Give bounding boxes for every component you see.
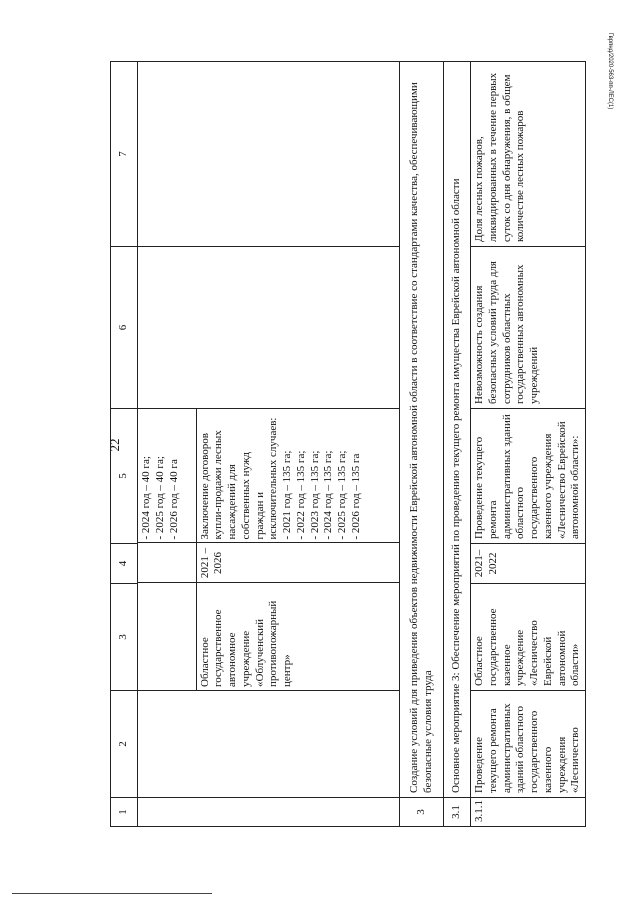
section-3-number: 3 [400,798,444,827]
carry-sub-col5 [196,408,399,543]
table-stage [110,62,584,827]
area-line: - 2022 год – 135 га; [294,450,307,540]
carry-sub-row [196,408,399,690]
carry-sub-col3: Областное государственное автономное учреждение «Облученский противопожарный центр» [198,600,293,687]
carry-col2 [138,691,400,798]
area-line: - 2023 год – 135 га; [308,450,321,540]
header-col6: 6 [111,247,138,409]
section-3-row [400,62,444,827]
header-col2: 2 [111,691,138,798]
header-col3: 3 [111,584,138,691]
measure-3-1-row [444,62,471,827]
carry-col7 [138,62,400,247]
area-line: - 2021 год – 135 га; [281,450,293,540]
header-row [111,62,138,827]
header-col5: 5 [111,409,138,544]
row-3-1-1-col2: Проведение текущего ремонта административных зданий областного государственного казенного учреждения «Лесничество [471,691,586,798]
footer-code [598,20,622,140]
area-line: - 2026 год – 135 га [349,453,362,540]
measure-3-1-number: 3.1 [444,798,471,827]
row-3-1-1-col7: Доля лесных пожаров, ликвидированных в течение первых суток со дня обнаружения, в общем количестве лесных пожаров [471,62,586,247]
carry-row [138,62,400,827]
contract-text: Заключение договоров купли-продажи лесных насаждений для собственных нужд граждан и исключительных случаев: [198,417,280,540]
area-line: - 2024 год – 135 га; [322,450,335,540]
header-col7: 7 [111,62,138,247]
header-col1: 1 [111,798,138,827]
carry-top-col4 [138,543,196,583]
measures-table [110,61,586,827]
row-3-1-1-col5: Проведение текущего ремонта административных зданий областного государственного казенного учреждения «Лесничество Еврейской автономной области»: [471,409,586,544]
area-line: - 2025 год – 40 га; [153,456,166,540]
row-3-1-1-col3: Областное государственное казенное учреждение «Лесничество Еврейской автономной области» [471,584,586,691]
rotated-table [110,62,584,827]
carry-top-col3 [138,583,196,690]
area-line: - 2024 год – 40 га; [140,456,152,540]
row-3-1-1-col6: Невозможность создания безопасных условий труда для сотрудников областных государственных автономных учреждений [471,247,586,409]
carry-nested-table [138,408,399,690]
carry-top-subrow [138,408,196,690]
row-3-1-1 [471,62,586,827]
footer-code-text: Гврпнд/2020-563-пп-ЛЕС(1) [607,32,613,110]
header-col4: 4 [111,544,138,584]
area-line: - 2026 год – 40 га [167,459,180,540]
measure-3-1-text: Основное мероприятие 3: Обеспечение мероприятий по проведению текущего ремонта имущества Еврейской автономной области [444,62,471,798]
footnote-rule [12,893,212,894]
section-3-text: Создание условий для приведения объектов недвижимости Еврейской автономной области в соответствие со стандартами качества, обеспечивающими безопасные условия труда [400,62,444,798]
carry-col1 [138,798,400,827]
row-3-1-1-col4: 2021– 2022 [471,544,586,584]
area-line: - 2025 год – 135 га; [336,450,348,540]
carry-col6 [138,247,400,409]
row-3-1-1-col1: 3.1.1 [471,798,586,827]
carry-top-col5 [138,408,196,543]
carry-nested-cell [138,409,400,691]
page-number: 22 [107,438,122,452]
carry-sub-col4: 2021 – 2026 [196,543,399,583]
